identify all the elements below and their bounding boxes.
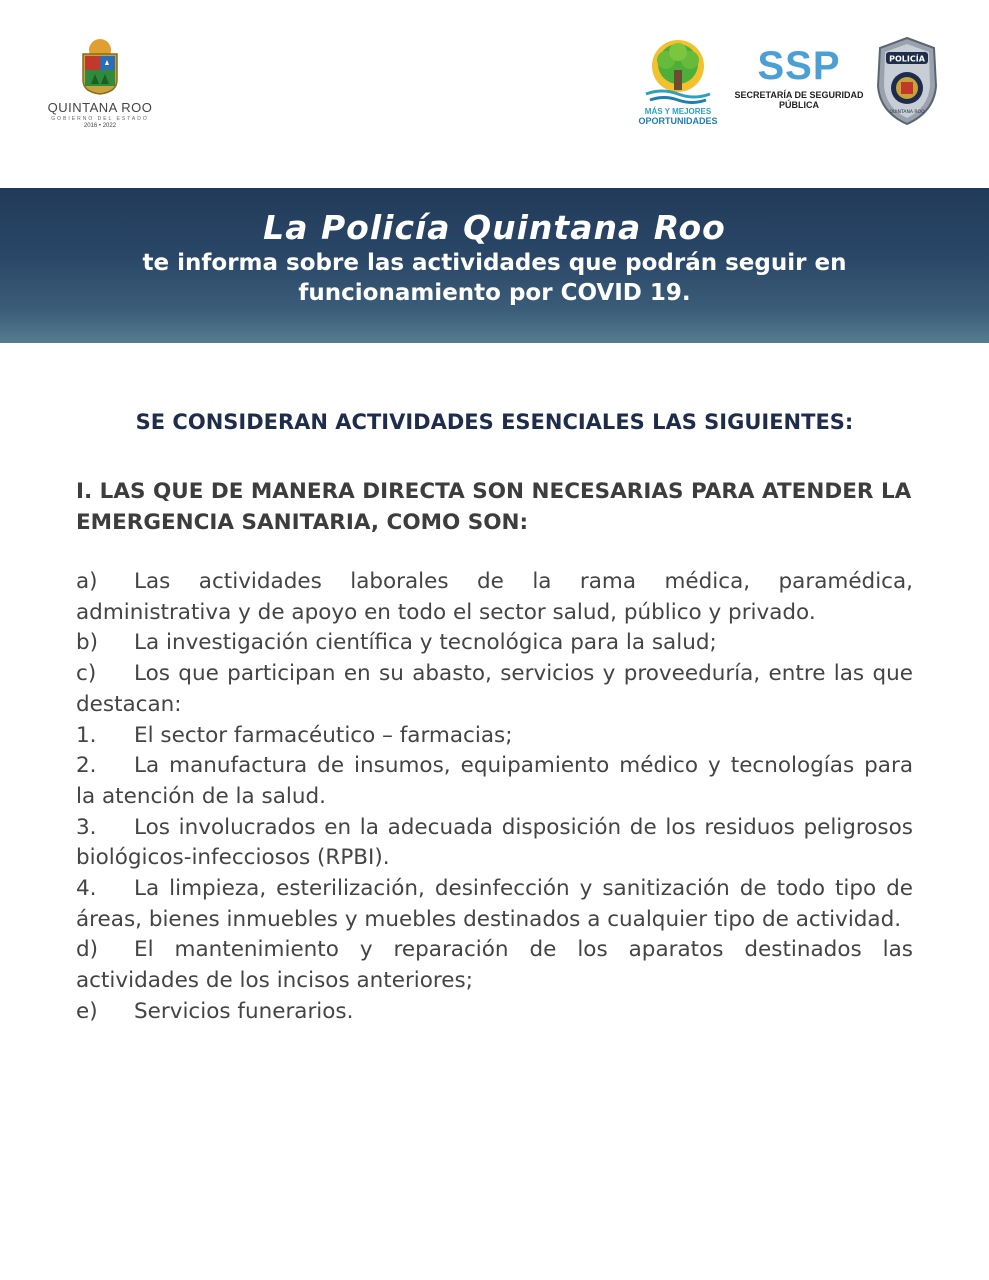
list-item [76,628,913,659]
list-marker: 1. [76,722,97,748]
essential-activities-list [76,567,913,1028]
ssp-title: SSP [757,44,841,88]
ssp-subtitle-line1: SECRETARÍA DE SEGURIDAD [734,90,864,100]
ssp-subtitle-line2: PÚBLICA [779,100,819,110]
quintana-roo-logo [40,36,160,129]
title-banner [0,188,989,343]
list-marker: a) [76,569,98,594]
list-marker: c) [76,661,97,687]
list-item [76,567,913,628]
program-line1: MÁS Y MEJORES [644,107,712,116]
list-item [76,751,913,812]
state-years: 2016 • 2022 [83,123,117,129]
state-subtitle: GOBIERNO DEL ESTADO [51,116,149,122]
list-item-text: El sector farmacéutico – farmacias; [134,722,513,748]
list-item-text: Las actividades laborales de la rama médica, paramédica, administrativa y de apoyo en todo el sector salud, público y privado. [76,569,913,625]
ssp-logo [734,46,864,110]
tree-icon [638,38,718,104]
category-heading: I. LAS QUE DE MANERA DIRECTA SON NECESARIAS PARA ATENDER LA EMERGENCIA SANITARIA, COMO SON: [76,479,912,535]
list-item [76,874,913,935]
list-item-text: Los involucrados en la adecuada disposición de los residuos peligrosos biológicos-infecciosos (RPBI). [76,814,913,871]
list-item-text: Servicios funerarios. [134,998,354,1024]
state-coat-of-arms-icon [77,36,123,96]
banner-title: La Policía Quintana Roo [263,208,726,247]
list-marker: 4. [76,876,97,902]
list-item-text: La manufactura de insumos, equipamiento médico y tecnologías para la atención de la salud. [76,753,913,809]
badge-bottom-text: QUINTANA ROO [889,110,925,115]
list-item [76,659,913,720]
section-heading: SE CONSIDERAN ACTIVIDADES ESENCIALES LAS SIGUIENTES: [135,410,854,434]
list-marker: e) [76,998,98,1024]
list-marker: b) [76,630,99,656]
police-badge-logo [874,36,940,126]
list-item [76,997,913,1028]
badge-top-text: POLICÍA [889,54,925,64]
banner-subtitle-line2: funcionamiento por COVID 19. [298,280,691,306]
list-item-text: La limpieza, esterilización, desinfección y sanitización de todo tipo de áreas, bienes inmuebles y muebles destinados a cualquier tipo de actividad. [76,876,913,932]
list-marker: d) [76,937,99,963]
list-marker: 2. [76,753,97,779]
banner-subtitle-line1: te informa sobre las actividades que podrán seguir en [142,250,847,276]
list-item-text: La investigación científica y tecnológica para la salud; [134,630,717,656]
police-badge-icon [874,36,940,126]
state-name: QUINTANA ROO [47,100,153,115]
list-marker: 3. [76,814,97,840]
program-line2: OPORTUNIDADES [638,116,718,126]
list-item [76,935,913,996]
program-logo [628,38,728,126]
list-item-text: Los que participan en su abasto, servicios y proveeduría, entre las que destacan: [76,661,913,717]
list-item [76,813,913,874]
list-item-text: El mantenimiento y reparación de los aparatos destinados las actividades de los incisos anteriores; [76,937,913,994]
list-item [76,721,913,752]
